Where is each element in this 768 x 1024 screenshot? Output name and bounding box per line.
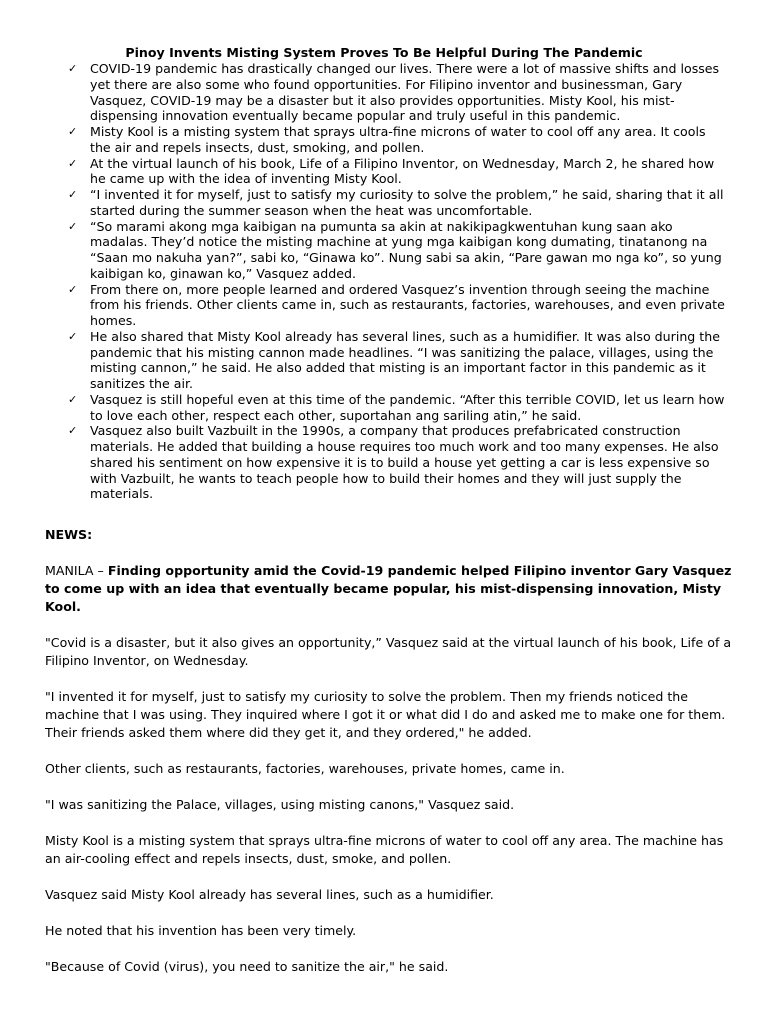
checkmark-icon: ✓ xyxy=(68,219,78,233)
news-lead-text: Finding opportunity amid the Covid-19 pandemic helped Filipino inventor Gary Vasquez to come up with an idea that eventually became popular, his mist-dispensing innovation, Misty Kool. xyxy=(45,563,732,614)
checkmark-icon: ✓ xyxy=(68,125,78,138)
bullet-item xyxy=(64,282,730,329)
bullet-item xyxy=(64,124,730,156)
news-paragraph: "I invented it for myself, just to satisfy my curiosity to solve the problem. Then my friends noticed the machine that I was using. They inquired where I got it or what did I do and asked me to make one for them. Their friends asked them where did they get it, and they ordered," he added. xyxy=(45,689,726,740)
bullet-text: From there on, more people learned and ordered Vasquez’s invention through seeing the machine from his friends. Other clients came in, such as restaurants, factories, warehouses, and even private homes. xyxy=(90,281,725,328)
news-lead-paragraph xyxy=(45,562,735,616)
bullet-item xyxy=(64,392,730,424)
checkmark-icon: ✓ xyxy=(68,62,78,75)
bullet-item xyxy=(64,219,730,282)
checkmark-icon: ✓ xyxy=(68,282,78,296)
document-title: Pinoy Invents Misting System Proves To Be Helpful During The Pandemic xyxy=(125,45,643,60)
news-paragraph: "Because of Covid (virus), you need to sanitize the air," he said. xyxy=(45,959,449,974)
bullet-text: Vasquez also built Vazbuilt in the 1990s, a company that produces prefabricated construction materials. He added that building a house requires too much work and too many expenses. He also shared his sentiment on how expensive it is to build a house yet getting a car is less expensive so with Vazbuilt, he wants to teach people how to build their homes and they will just supply the materials. xyxy=(90,423,719,502)
news-paragraph: He noted that his invention has been very timely. xyxy=(45,923,357,938)
bullet-item xyxy=(64,423,730,502)
bullet-text: Vasquez is still hopeful even at this time of the pandemic. “After this terrible COVID, let us learn how to love each other, respect each other, suportahan ang sariling atin,” he said. xyxy=(90,391,725,423)
checkmark-icon: ✓ xyxy=(68,329,78,343)
news-paragraph: Misty Kool is a misting system that sprays ultra-fine microns of water to cool off any area. The machine has an air-cooling effect and repels insects, dust, smoke, and pollen. xyxy=(45,833,724,866)
checkmark-icon: ✓ xyxy=(68,424,78,438)
checkmark-icon: ✓ xyxy=(68,156,78,170)
bullet-text: “I invented it for myself, just to satisfy my curiosity to solve the problem,” he said, sharing that it all started during the summer season when the heat was uncomfortable. xyxy=(90,187,724,218)
checkmark-icon: ✓ xyxy=(68,188,78,201)
bullet-item xyxy=(64,156,730,188)
news-label: NEWS: xyxy=(45,527,93,542)
news-paragraph: Vasquez said Misty Kool already has several lines, such as a humidifier. xyxy=(45,887,494,902)
news-section xyxy=(45,526,735,994)
news-dateline: MANILA – xyxy=(45,563,108,578)
summary-bullet-list xyxy=(64,61,730,502)
bullet-item xyxy=(64,61,730,124)
bullet-text: “So marami akong mga kaibigan na pumunta sa akin at nakikipagkwentuhan kung saan ako madalas. They’d notice the misting machine at yung mga kaibigan kong dumating, tinatanong na “Saan mo nakuha yan?”, sabi ko, “Ginawa ko”. Nung sabi sa akin, “Pare gawan mo nga ko”, so yung kaibigan ko, ginawan ko,” Vasquez added. xyxy=(90,218,722,281)
news-paragraph: "Covid is a disaster, but it also gives an opportunity,” Vasquez said at the virtual launch of his book, Life of a Filipino Inventor, on Wednesday. xyxy=(45,635,732,668)
bullet-item xyxy=(64,329,730,392)
bullet-text: Misty Kool is a misting system that sprays ultra-fine microns of water to cool off any area. It cools the air and repels insects, dust, smoking, and pollen. xyxy=(90,124,706,155)
news-paragraph: Other clients, such as restaurants, factories, warehouses, private homes, came in. xyxy=(45,761,565,776)
bullet-text: COVID-19 pandemic has drastically changed our lives. There were a lot of massive shifts and losses yet there are also some who found opportunities. For Filipino inventor and businessman, Gary Vasquez, COVID-19 may be a disaster but it also provides opportunities. Misty Kool, his mist-dispensing innovation eventually became popular and truly useful in this pandemic. xyxy=(90,61,720,124)
news-paragraph: "I was sanitizing the Palace, villages, using misting canons," Vasquez said. xyxy=(45,797,515,812)
bullet-text: At the virtual launch of his book, Life of a Filipino Inventor, on Wednesday, March 2, he shared how he came up with the idea of inventing Misty Kool. xyxy=(90,155,715,187)
checkmark-icon: ✓ xyxy=(68,392,78,406)
bullet-text: He also shared that Misty Kool already has several lines, such as a humidifier. It was also during the pandemic that his misting cannon made headlines. “I was sanitizing the palace, villages, using the misting cannon,” he said. He also added that misting is an important factor in this pandemic as it sanitizes the air. xyxy=(90,328,720,391)
bullet-item xyxy=(64,187,730,219)
